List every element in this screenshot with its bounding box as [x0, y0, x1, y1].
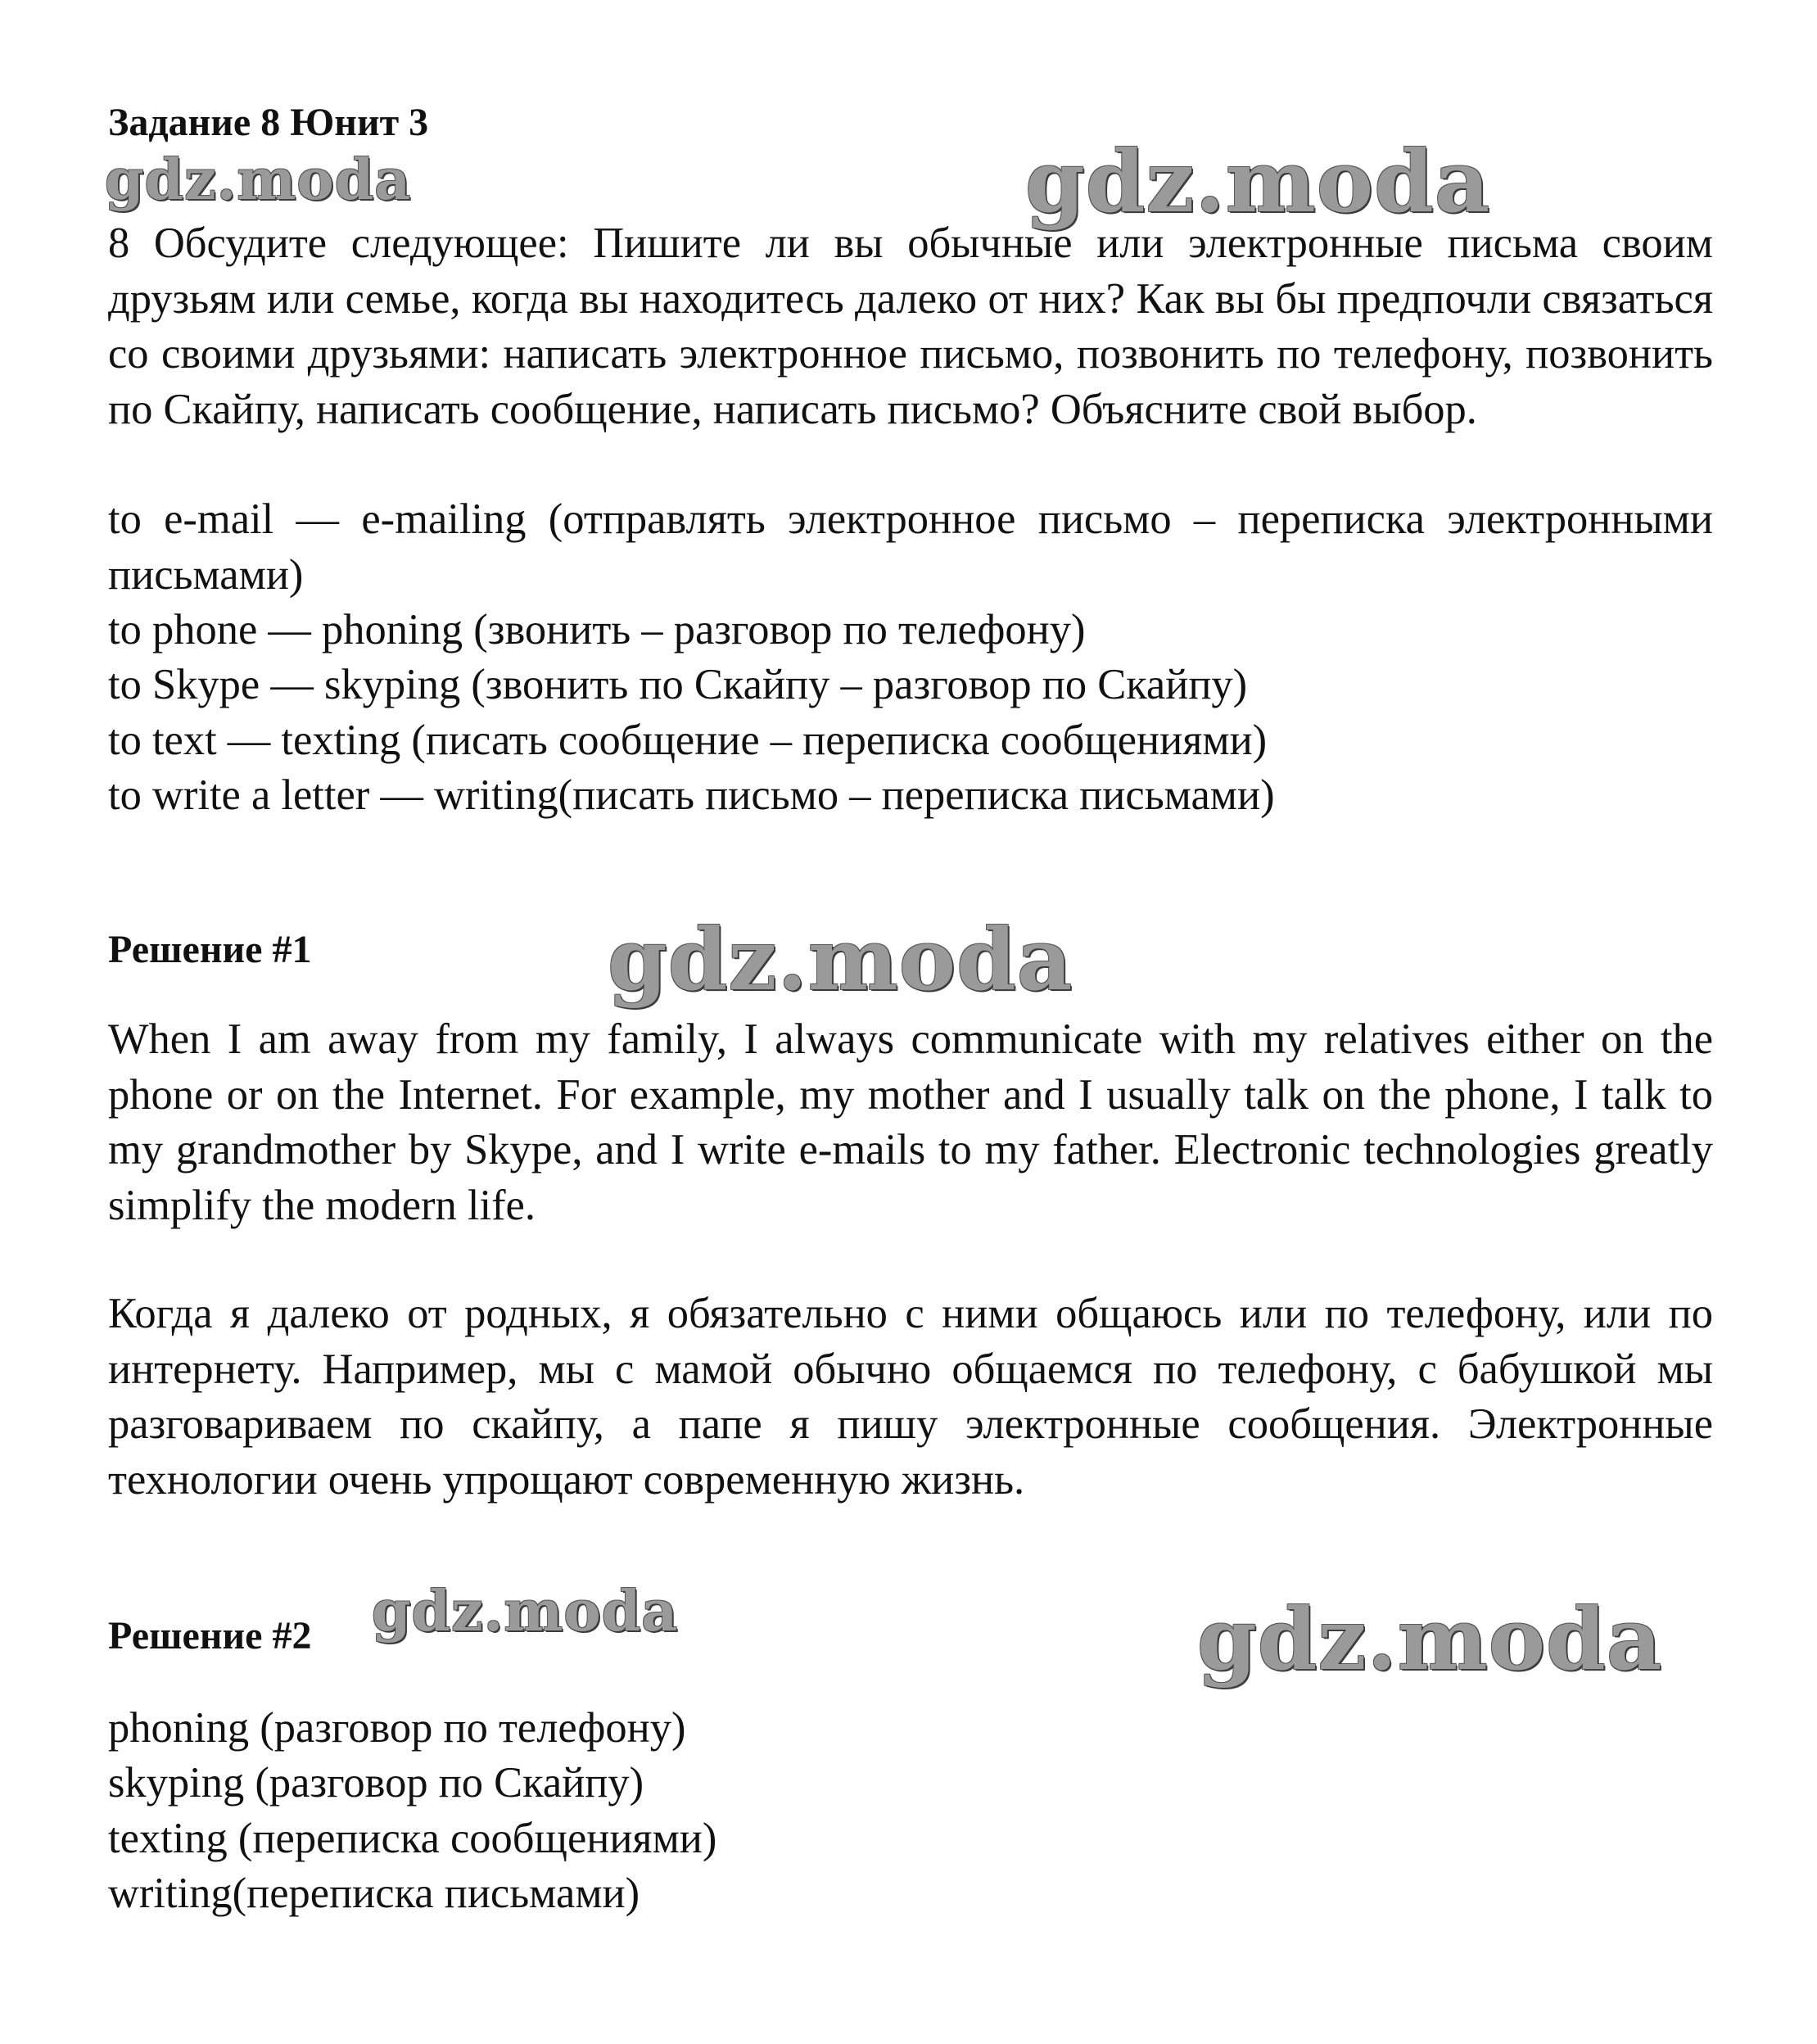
solution-2-heading: Решение #2: [108, 1614, 312, 1657]
solution-2-item: skyping (разговор по Скайпу): [108, 1759, 644, 1807]
vocab-line: to text — texting (писать сообщение – переписка сообщениями): [108, 717, 1268, 764]
vocab-line: to write a letter — writing(писать письмо – переписка письмами): [108, 771, 1275, 819]
solution-1-heading: Решение #1: [108, 928, 312, 971]
solution-2-item: texting (переписка сообщениями): [108, 1815, 717, 1862]
watermark-logo: gdz.moda: [372, 1579, 679, 1644]
solution-1-russian: Когда я далеко от родных, я обязательно с ними общаюсь или по телефону, или по интернету. Например, мы с мамой обычно общаемся по телефону, с бабушкой мы разговариваем по скайпу, а папе я пишу электронные сообщения. Электронные технологии очень упрощают современную жизнь.: [108, 1290, 1713, 1504]
task-question: 8 Обсудите следующее: Пишите ли вы обычные или электронные письма своим друзьям или семье, когда вы находитесь далеко от них? Как вы бы предпочли связаться со своими друзьями: написать электронное письмо, позвонить по телефону, позвонить по Скайпу, написать сообщение, написать письмо? Объясните свой выбор.: [108, 219, 1713, 433]
watermark-logo: gdz.moda: [105, 147, 412, 213]
watermark-logo: gdz.moda: [1197, 1589, 1663, 1689]
solution-2-item: writing(переписка письмами): [108, 1870, 640, 1917]
vocab-line: to Skype — skyping (звонить по Скайпу – разговор по Скайпу): [108, 661, 1248, 708]
solution-2-item: phoning (разговор по телефону): [108, 1704, 686, 1752]
watermark-logo: gdz.moda: [608, 909, 1073, 1010]
vocab-line: to phone — phoning (звонить – разговор по телефону): [108, 606, 1086, 653]
task-title: Задание 8 Юнит 3: [108, 101, 429, 144]
solution-1-english: When I am away from my family, I always communicate with my relatives either on the phone or on the Internet. For example, my mother and I usually talk on the phone, I talk to my grandmother by Skype, and I write e-mails to my father. Electronic technologies greatly simplify the modern life.: [108, 1015, 1713, 1229]
vocab-line: to e-mail — e-mailing (отправлять электронное письмо – переписка электронными письмами): [108, 495, 1713, 599]
watermark-logo: gdz.moda: [1025, 131, 1491, 232]
